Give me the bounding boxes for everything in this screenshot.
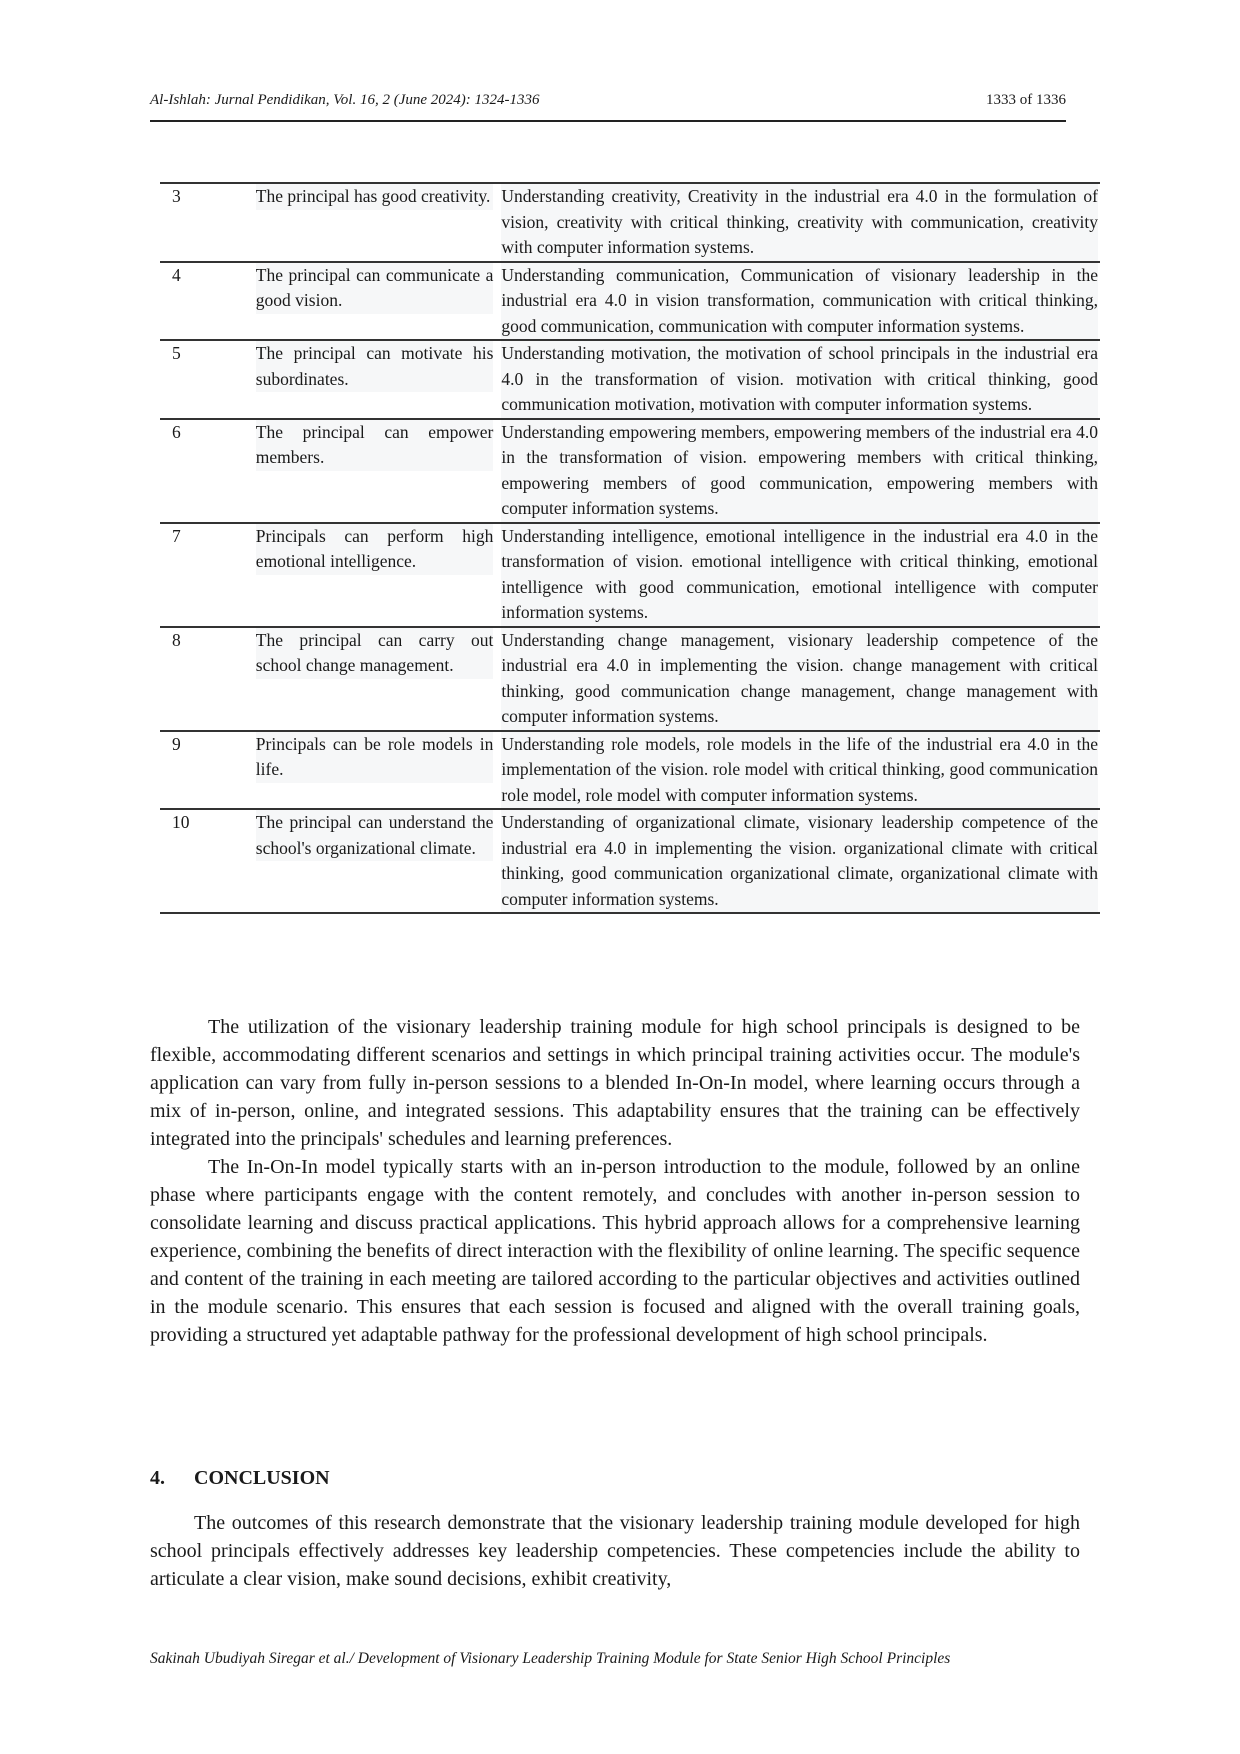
- competence-cell: [256, 523, 502, 627]
- table-row: [160, 523, 1100, 627]
- table-row: [160, 183, 1100, 262]
- competence-text: Principals can perform high emotional intelligence.: [256, 524, 494, 575]
- competence-text: The principal can communicate a good vision.: [256, 263, 494, 314]
- content-text: Understanding communication, Communication of visionary leadership in the industrial era 4.0 in vision transformation, communication with critical thinking, good communication, communication with computer information systems.: [501, 263, 1098, 340]
- body-paragraph: The utilization of the visionary leadership training module for high school principals is designed to be flexible, accommodating different scenarios and settings in which principal training activities occur. The module's application can vary from fully in-person sessions to a blended In-On-In model, where learning occurs through a mix of in-person, online, and integrated sessions. This adaptability ensures that the training can be effectively integrated into the principals' schedules and learning preferences.: [150, 1016, 1080, 1150]
- content-cell: [501, 731, 1100, 810]
- competence-table: [160, 182, 1100, 914]
- competence-text: The principal can understand the school's organizational climate.: [256, 810, 494, 861]
- table-row: [160, 627, 1100, 731]
- section-heading: [150, 1467, 330, 1490]
- conclusion-section: [150, 1509, 1080, 1593]
- competence-cell: [256, 340, 502, 419]
- page-number: 1333 of 1336: [986, 92, 1066, 108]
- conclusion-paragraph: The outcomes of this research demonstrate that the visionary leadership training module developed for high school principals effectively addresses key leadership competencies. These competencies include the ability to articulate a clear vision, make sound decisions, exhibit creativity,: [150, 1512, 1080, 1590]
- competence-cell: [256, 183, 502, 262]
- row-number: 9: [172, 733, 181, 754]
- competence-cell: [256, 419, 502, 523]
- row-number: 5: [172, 343, 181, 363]
- row-number: 6: [172, 421, 181, 442]
- table-row: [160, 809, 1100, 913]
- content-cell: [501, 340, 1100, 419]
- content-cell: [501, 809, 1100, 913]
- competence-text: The principal can motivate his subordinates.: [256, 341, 494, 392]
- section-number: 4.: [150, 1467, 165, 1489]
- content-cell: [501, 523, 1100, 627]
- content-text: Understanding empowering members, empowering members of the industrial era 4.0 in the transformation of vision. empowering members with critical thinking, empowering members of good communication, empowering members with computer information systems.: [501, 420, 1098, 522]
- content-text: Understanding motivation, the motivation of school principals in the industrial era 4.0 in the transformation of vision. motivation with critical thinking, good communication motivation, motivation with computer information systems.: [501, 341, 1098, 418]
- table-row: [160, 262, 1100, 341]
- competence-text: Principals can be role models in life.: [256, 732, 494, 783]
- content-text: Understanding creativity, Creativity in the industrial era 4.0 in the formulation of vision, creativity with critical thinking, creativity with communication, creativity with computer information systems.: [501, 184, 1098, 261]
- content-cell: [501, 419, 1100, 523]
- competence-cell: [256, 262, 502, 341]
- content-text: Understanding role models, role models in the life of the industrial era 4.0 in the implementation of the vision. role model with critical thinking, good communication role model, role model with computer information systems.: [501, 732, 1098, 809]
- competence-cell: [256, 809, 502, 913]
- competence-text: The principal can empower members.: [256, 420, 494, 471]
- content-cell: [501, 183, 1100, 262]
- running-header: [150, 88, 1066, 122]
- content-cell: [501, 262, 1100, 341]
- body-section: [150, 1013, 1080, 1349]
- row-number: 7: [172, 525, 181, 546]
- table-row: [160, 731, 1100, 810]
- content-cell: [501, 627, 1100, 731]
- content-text: Understanding of organizational climate, visionary leadership competence of the industrial era 4.0 in implementing the vision. organizational climate with critical thinking, good communication organizational climate, organizational climate with computer information systems.: [501, 810, 1098, 912]
- competence-cell: [256, 731, 502, 810]
- table-row: [160, 340, 1100, 419]
- running-footer: Sakinah Ubudiyah Siregar et al./ Development of Visionary Leadership Training Module for State Senior High School Principles: [150, 1650, 951, 1667]
- content-text: Understanding intelligence, emotional intelligence in the industrial era 4.0 in the transformation of vision. emotional intelligence with critical thinking, emotional intelligence with good communication, emotional intelligence with computer information systems.: [501, 524, 1098, 626]
- row-number: 3: [172, 186, 181, 206]
- row-number: 10: [172, 812, 190, 832]
- competence-text: The principal has good creativity.: [256, 184, 494, 210]
- row-number: 8: [172, 629, 181, 650]
- body-paragraph: The In-On-In model typically starts with an in-person introduction to the module, followed by an online phase where participants engage with the content remotely, and concludes with another in-person session to consolidate learning and discuss practical applications. This hybrid approach allows for a comprehensive learning experience, combining the benefits of direct interaction with the flexibility of online learning. The specific sequence and content of the training in each meeting are tailored according to the particular objectives and activities outlined in the module scenario. This ensures that each session is focused and aligned with the overall training goals, providing a structured yet adaptable pathway for the professional development of high school principals.: [150, 1156, 1080, 1346]
- competence-text: The principal can carry out school change management.: [256, 628, 494, 679]
- row-number: 4: [172, 264, 181, 285]
- content-text: Understanding change management, visionary leadership competence of the industrial era 4.0 in implementing the vision. change management with critical thinking, good communication change management, change management with computer information systems.: [501, 628, 1098, 730]
- journal-citation: Al-Ishlah: Jurnal Pendidikan, Vol. 16, 2 (June 2024): 1324-1336: [150, 92, 540, 108]
- section-title: CONCLUSION: [194, 1467, 330, 1489]
- competence-cell: [256, 627, 502, 731]
- table-row: [160, 419, 1100, 523]
